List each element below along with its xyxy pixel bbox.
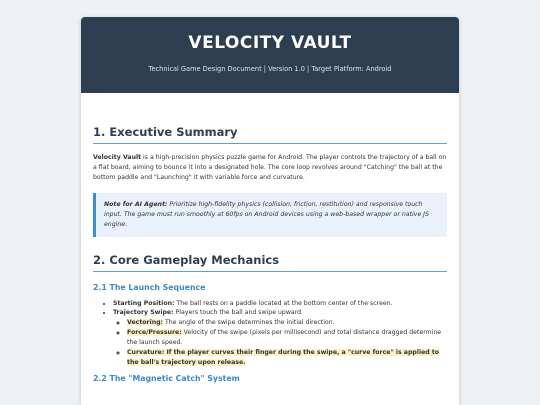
sublist-item: [127, 318, 447, 328]
subsection-heading-launch-sequence: 2.1 The Launch Sequence: [93, 282, 206, 292]
subsection-heading-magnetic-catch: 2.2 The "Magnetic Catch" System: [93, 373, 240, 383]
sublist-item: [127, 348, 447, 368]
document-content: [81, 125, 459, 383]
sublist-item: [127, 328, 447, 348]
swipe-sublist: [113, 318, 447, 368]
section-heading-executive-summary: 1. Executive Summary: [93, 125, 447, 144]
sublist-item-label: Force/Pressure:: [127, 329, 182, 337]
list-item-label: Trajectory Swipe:: [113, 309, 174, 317]
section-heading-core-gameplay: 2. Core Gameplay Mechanics: [93, 253, 447, 272]
list-item-text: The ball rests on a paddle located at the bottom center of the screen.: [174, 299, 393, 307]
list-item: [113, 308, 447, 368]
list-item-text: Players touch the ball and swipe upward.: [173, 309, 304, 317]
list-item-label: Starting Position:: [113, 299, 175, 307]
game-title: VELOCITY VAULT: [188, 33, 352, 53]
summary-paragraph: [93, 153, 447, 183]
note-label: Note for AI Agent:: [104, 200, 168, 208]
sublist-item-text: If the player curves their finger during the swipe, a "curve force" is applied to the ball's trajectory upon release.: [127, 349, 440, 367]
list-item: [113, 299, 447, 309]
document-page: [81, 17, 459, 405]
sublist-item-label: Vectoring:: [127, 319, 164, 327]
document-subtitle: Technical Game Design Document | Version 1.0 | Target Platform: Android: [148, 65, 392, 73]
summary-text: is a high-precision physics puzzle game for Android. The player controls the trajectory of a ball on a flat board, aiming to bounce it into a designated hole. The core loop revolves around "Catching" the ball at the bottom paddle and "Launching" it with variable force and curvature.: [93, 154, 447, 181]
summary-game-name: Velocity Vault: [93, 154, 142, 161]
document-header: [81, 17, 459, 93]
launch-list: [93, 299, 447, 368]
note-text: Prioritize high-fidelity physics (collision, friction, restitution) and responsive touch input. The game must run smoothly at 60fps on Android devices using a web-based wrapper or native JS engine.: [104, 200, 429, 228]
ai-agent-note: [93, 193, 447, 237]
sublist-item-text: Velocity of the swipe (pixels per millisecond) and total distance dragged determine the launch speed.: [127, 329, 442, 347]
sublist-item-text: The angle of the swipe determines the initial direction.: [163, 319, 335, 327]
sublist-item-label: Curvature:: [127, 349, 165, 357]
